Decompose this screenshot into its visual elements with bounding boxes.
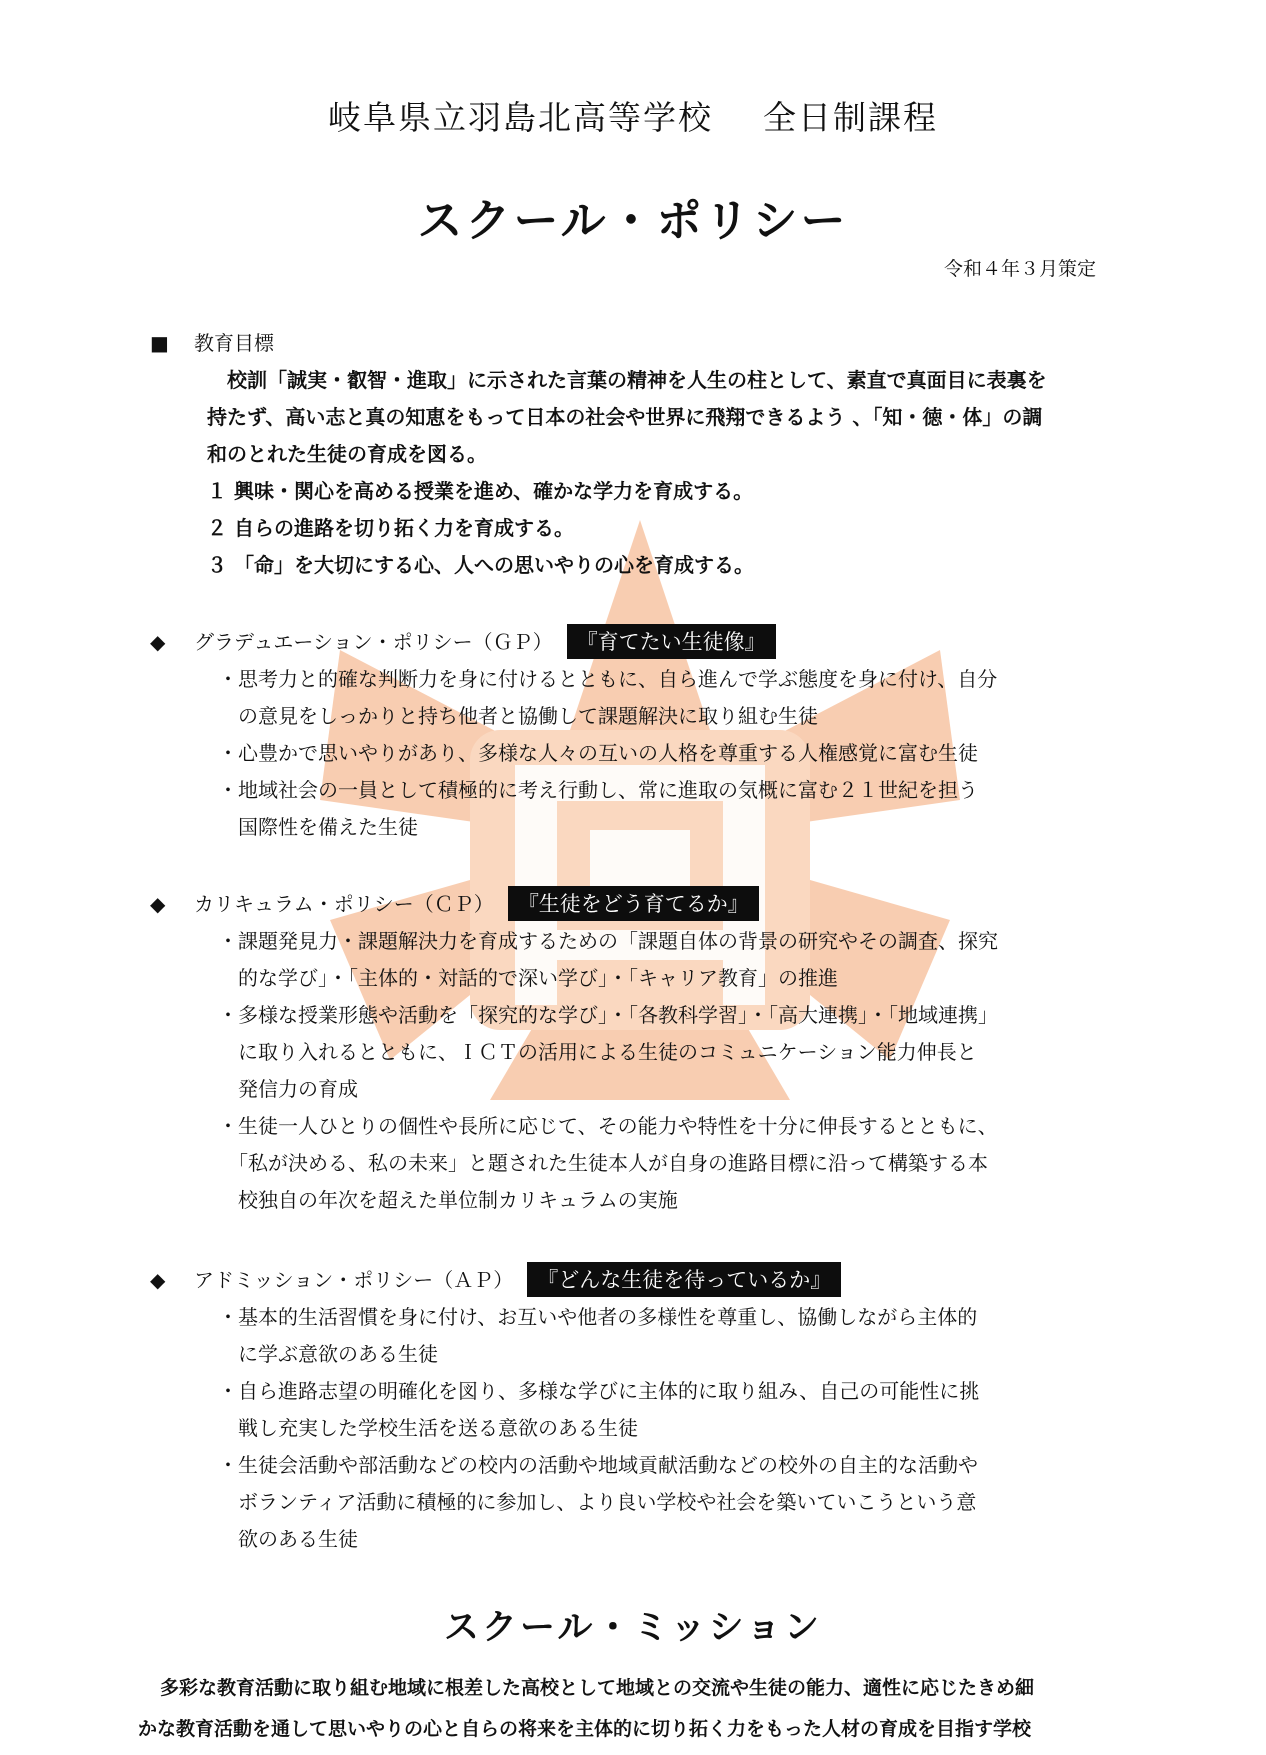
cp-line: ・生徒一人ひとりの個性や長所に応じて、その能力や特性を十分に伸長するとともに、	[218, 1114, 998, 1138]
cp-line: 発信力の育成	[218, 1077, 358, 1101]
gp-line: ・思考力と的確な判断力を身に付けるとともに、自ら進んで学ぶ態度を身に付け、自分	[218, 667, 998, 691]
ap-line: ・生徒会活動や部活動などの校内の活動や地域貢献活動などの校外の自主的な活動や	[218, 1453, 978, 1477]
diamond-marker-icon: ◆	[150, 1268, 166, 1292]
cp-tag: 『生徒をどう育てるか』	[508, 886, 759, 921]
square-marker-icon: ■	[150, 331, 169, 355]
ap-line: ボランティア活動に積極的に参加し、より良い学校や社会を築いていこうという意	[218, 1490, 977, 1514]
ap-line: に学ぶ意欲のある生徒	[218, 1342, 438, 1366]
cp-line: 校独自の年次を超えた単位制カリキュラムの実施	[218, 1188, 678, 1212]
gp-tag: 『育てたい生徒像』	[567, 624, 776, 659]
education-goal-line: 校訓「誠実・叡智・進取」に示された言葉の精神を人生の柱として、素直で真面目に表裏を	[207, 368, 1047, 392]
education-goal-line: 持たず、高い志と真の知恵をもって日本の社会や世界に飛翔できるよう 、「知・徳・体」の調	[207, 405, 1043, 429]
diamond-marker-icon: ◆	[150, 892, 166, 916]
cp-line: ・多様な授業形態や活動を「探究的な学び」・「各教科学習」・「高大連携」・「地域連携」	[218, 1003, 998, 1027]
mission-title: スクール・ミッション	[444, 1608, 822, 1648]
gp-heading: ◆ グラデュエーション・ポリシー（ＧＰ） 『育てたい生徒像』	[150, 624, 776, 659]
cp-line: ・課題発見力・課題解決力を育成するための「課題自体の背景の研究やその調査、探究	[218, 929, 998, 953]
mission-line: 多彩な教育活動に取り組む地域に根差した高校として地域との交流や生徒の能力、適性に応じたきめ細	[160, 1677, 1035, 1699]
cp-line: に取り入れるとともに、ＩＣＴの活用による生徒のコミュニケーション能力伸長と	[218, 1040, 977, 1064]
cp-line: 「私が決める、私の未来」と題された生徒本人が自身の進路目標に沿って構築する本	[218, 1151, 988, 1175]
gp-line: 国際性を備えた生徒	[218, 815, 418, 839]
policy-date: 令和４年３月策定	[943, 258, 1096, 280]
course-name: 全日制課程	[763, 98, 938, 137]
ap-line: ・自ら進路志望の明確化を図り、多様な学びに主体的に取り組み、自己の可能性に挑	[218, 1379, 980, 1403]
mission-line: かな教育活動を通して思いやりの心と自らの将来を主体的に切り拓く力をもった人材の育成を目指す学校	[138, 1718, 1032, 1740]
diamond-marker-icon: ◆	[150, 630, 166, 654]
school-name: 岐阜県立羽島北高等学校	[328, 98, 713, 137]
education-goal-heading: ■ 教育目標	[150, 331, 274, 355]
education-goal-line: 和のとれた生徒の育成を図る。	[207, 442, 487, 466]
ap-line: 欲のある生徒	[218, 1527, 358, 1551]
cp-heading: ◆ カリキュラム・ポリシー（ＣＰ） 『生徒をどう育てるか』	[150, 886, 759, 921]
education-goal-item: １ 興味・関心を高める授業を進め、確かな学力を育成する。	[207, 479, 754, 503]
education-goal-item: ３ 「命」を大切にする心、人への思いやりの心を育成する。	[207, 553, 754, 577]
ap-heading: ◆ アドミッション・ポリシー（ＡＰ） 『どんな生徒を待っているか』	[150, 1262, 841, 1297]
ap-tag: 『どんな生徒を待っているか』	[527, 1262, 841, 1297]
school-header	[0, 92, 1266, 139]
cp-line: 的な学び」・「主体的・対話的で深い学び」・「キャリア教育」の推進	[218, 966, 838, 990]
ap-line: ・基本的生活習慣を身に付け、お互いや他者の多様性を尊重し、協働しながら主体的	[218, 1305, 978, 1329]
gp-line: ・地域社会の一員として積極的に考え行動し、常に進取の気概に富む２１世紀を担う	[218, 778, 978, 802]
gp-line: の意見をしっかりと持ち他者と協働して課題解決に取り組む生徒	[218, 704, 818, 728]
ap-line: 戦し充実した学校生活を送る意欲のある生徒	[218, 1416, 638, 1440]
education-goal-item: ２ 自らの進路を切り拓く力を育成する。	[207, 516, 574, 540]
gp-line: ・心豊かで思いやりがあり、多様な人々の互いの人格を尊重する人権感覚に富む生徒	[218, 741, 978, 765]
page-title: スクール・ポリシー	[417, 194, 849, 247]
